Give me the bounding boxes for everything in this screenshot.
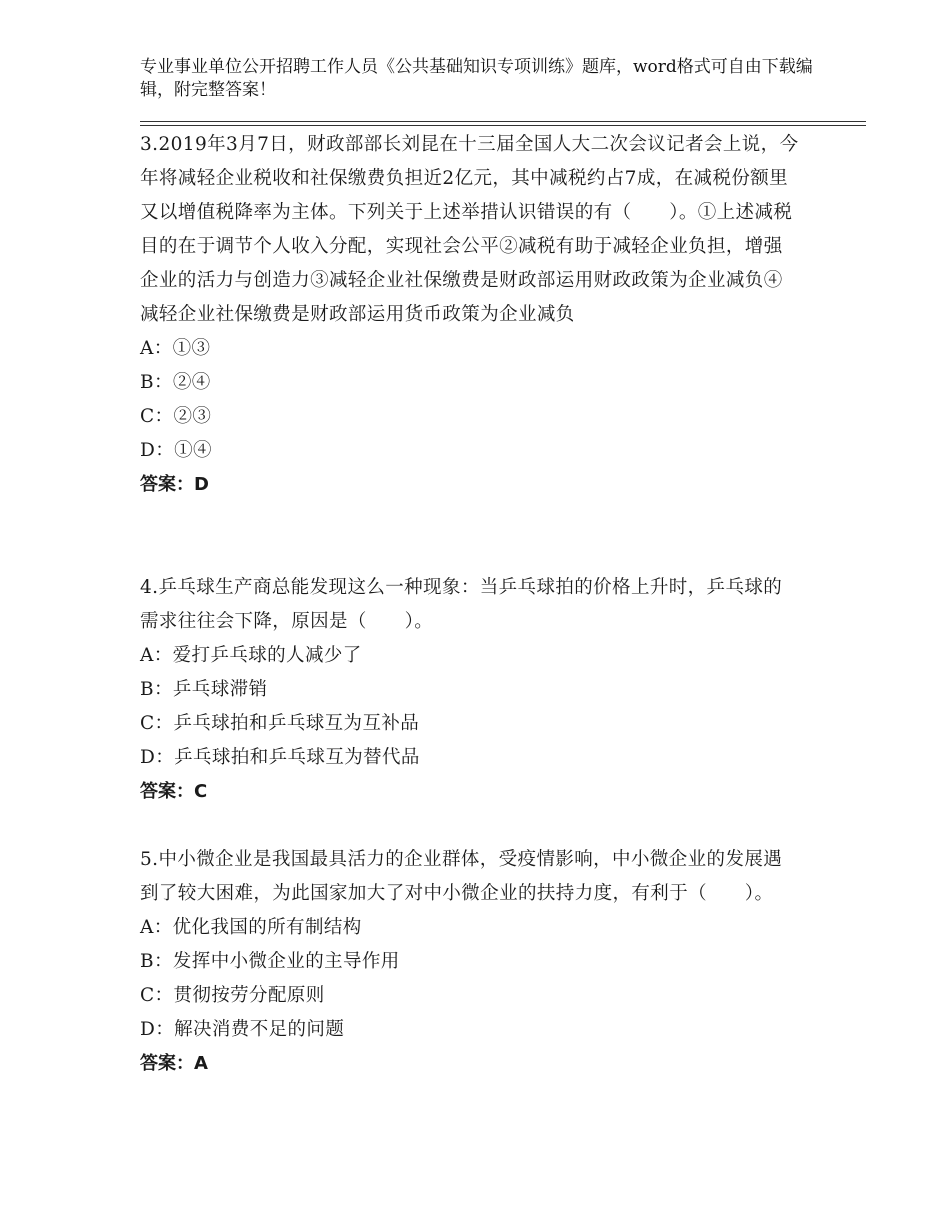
option-a: A：爱打乒乓球的人减少了 xyxy=(140,645,362,666)
option-c: C：贯彻按劳分配原则 xyxy=(140,985,325,1006)
option-c: C：乒乓球拍和乒乓球互为互补品 xyxy=(140,713,420,734)
answer-line: 答案：C xyxy=(140,781,208,802)
option-b: B：②④ xyxy=(140,372,211,393)
question-5 xyxy=(140,843,800,1081)
answer-line: 答案：A xyxy=(140,1053,208,1074)
option-b: B：发挥中小微企业的主导作用 xyxy=(140,951,400,972)
option-b: B：乒乓球滞销 xyxy=(140,679,268,700)
question-stem: 3.2019年3月7日，财政部部长刘昆在十三届全国人大二次会议记者会上说，今年将减轻企业税收和社保缴费负担近2亿元，其中减税约占7成，在减税份额里又以增值税降率为主体。下列关于上述举措认识错误的有（ ）。①上述减税目的在于调节个人收入分配，实现社会公平②减税有助于减轻企业负担，增强企业的活力与创造力③减轻企业社保缴费是财政部运用财政政策为企业减负④减轻企业社保缴费是财政部运用货币政策为企业减负 xyxy=(140,134,799,325)
question-stem: 4.乒乓球生产商总能发现这么一种现象：当乒乓球拍的价格上升时，乒乓球的需求往往会下降，原因是（ ）。 xyxy=(140,577,783,632)
question-3 xyxy=(140,128,800,502)
option-c: C：②③ xyxy=(140,406,212,427)
answer-line: 答案：D xyxy=(140,474,209,495)
header-divider-bottom xyxy=(140,125,866,126)
option-a: A：①③ xyxy=(140,338,211,359)
option-d: D：乒乓球拍和乒乓球互为替代品 xyxy=(140,747,420,768)
header-divider-top xyxy=(140,121,866,122)
option-d: D：解决消费不足的问题 xyxy=(140,1019,345,1040)
question-4 xyxy=(140,571,800,809)
option-a: A：优化我国的所有制结构 xyxy=(140,917,362,938)
page-header: 专业事业单位公开招聘工作人员《公共基础知识专项训练》题库，word格式可自由下载编辑，附完整答案！ xyxy=(140,57,813,100)
option-d: D：①④ xyxy=(140,440,212,461)
question-stem: 5.中小微企业是我国最具活力的企业群体，受疫情影响，中小微企业的发展遇到了较大困难，为此国家加大了对中小微企业的扶持力度，有利于（ ）。 xyxy=(140,849,783,904)
